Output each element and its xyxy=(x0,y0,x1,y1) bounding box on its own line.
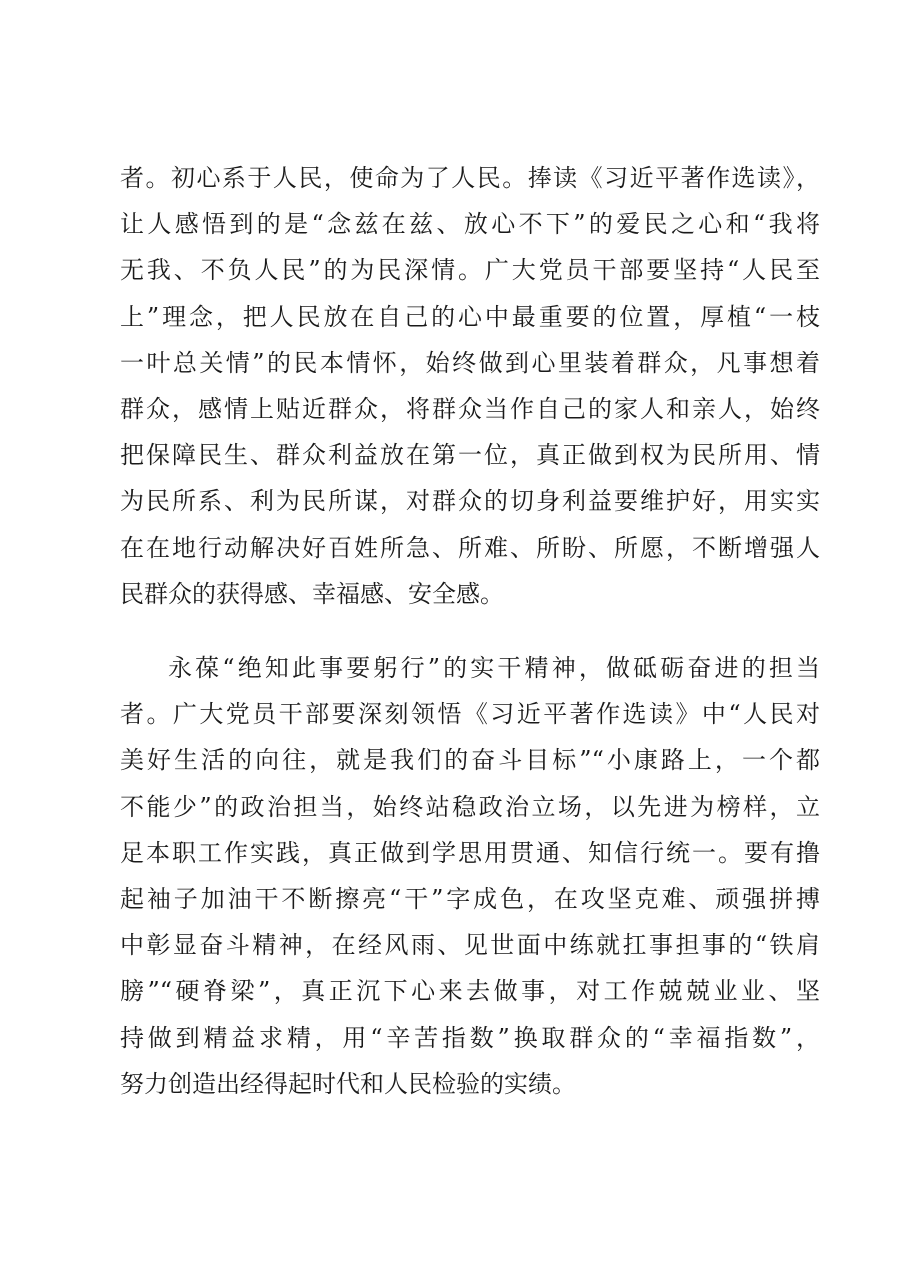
text-line: 者。广大党员干部要深刻领悟《习近平著作选读》中“人民对 xyxy=(120,700,820,729)
paragraph-practical-spirit xyxy=(120,645,820,1107)
text-line: 为民所系、利为民所谋，对群众的切身利益要维护好，用实实 xyxy=(120,487,820,516)
text-line: 把保障民生、群众利益放在第一位，真正做到权为民所用、情 xyxy=(120,441,820,470)
text-line: 让人感悟到的是“念兹在兹、放心不下”的爱民之心和“我将 xyxy=(120,210,820,239)
text-line: 中彰显奋斗精神，在经风雨、见世面中练就扛事担事的“铁肩 xyxy=(120,931,820,960)
text-line: 上”理念，把人民放在自己的心中最重要的位置，厚植“一枝 xyxy=(120,302,820,331)
text-line: 群众，感情上贴近群众，将群众当作自己的家人和亲人，始终 xyxy=(120,394,820,423)
text-line: 不能少”的政治担当，始终站稳政治立场，以先进为榜样，立 xyxy=(120,792,820,821)
text-line: 持做到精益求精，用“辛苦指数”换取群众的“幸福指数”， xyxy=(120,1023,820,1052)
text-line: 者。初心系于人民，使命为了人民。捧读《习近平著作选读》， xyxy=(120,164,820,192)
text-line: 无我、不负人民”的为民深情。广大党员干部要坚持“人民至 xyxy=(120,256,820,285)
text-line: 美好生活的向往，就是我们的奋斗目标”“小康路上，一个都 xyxy=(120,746,820,775)
text-line: 在在地行动解决好百姓所急、所难、所盼、所愿，不断增强人 xyxy=(120,533,820,562)
text-line: 膀”“硬脊梁”，真正沉下心来去做事，对工作兢兢业业、坚 xyxy=(120,977,820,1006)
text-line: 努力创造出经得起时代和人民检验的实绩。 xyxy=(120,1069,576,1098)
text-line: 一叶总关情”的民本情怀，始终做到心里装着群众，凡事想着 xyxy=(120,348,820,377)
text-line: 永葆“绝知此事要躬行”的实干精神，做砥砺奋进的担当 xyxy=(168,654,820,682)
text-line: 起袖子加油干不断擦亮“干”字成色，在攻坚克难、顽强拼搏 xyxy=(120,884,820,913)
text-line: 足本职工作实践，真正做到学思用贯通、知信行统一。要有撸 xyxy=(120,838,820,867)
text-line: 民群众的获得感、幸福感、安全感。 xyxy=(120,579,504,608)
paragraph-people-first xyxy=(120,155,820,617)
